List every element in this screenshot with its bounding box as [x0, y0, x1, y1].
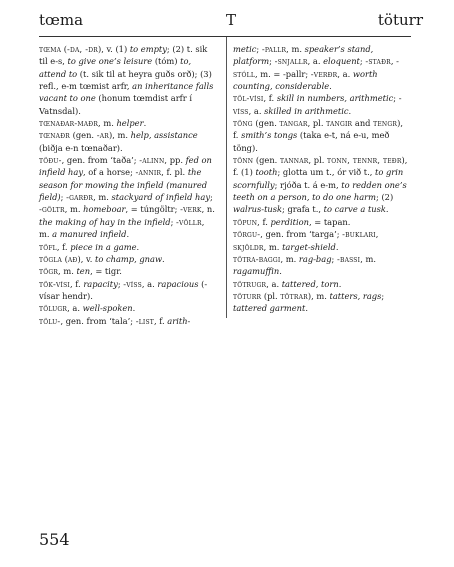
entry-text: (taka e-t, ná e-u, með töng).	[233, 130, 390, 153]
definition-gloss: helper	[116, 118, 144, 129]
headword: tötra-baggi	[233, 253, 281, 264]
definition-gloss: target-shield	[282, 241, 336, 252]
headword: töpun	[233, 216, 258, 227]
headword: -göltr	[39, 204, 65, 215]
headword: -stóll	[233, 56, 400, 79]
definition-gloss: eloquent	[323, 56, 360, 67]
right-column	[233, 43, 411, 315]
definition-gloss: tattered, torn	[281, 278, 339, 289]
dictionary-entry	[39, 154, 217, 240]
definition-gloss: rapacious	[157, 278, 199, 289]
entry-text: , m.	[39, 216, 205, 240]
definition-gloss: the making of hay in the infield	[39, 216, 171, 227]
definition-gloss: smith’s tongs	[241, 130, 298, 141]
definition-gloss: tatters, rags	[329, 290, 382, 301]
entry-text: (gen.	[69, 130, 97, 141]
definition-gloss: metic	[233, 44, 257, 54]
headword: -víss	[123, 278, 142, 289]
entry-text: .	[136, 241, 140, 252]
entry-text: , f. pl.	[161, 167, 188, 178]
headword: tötrar	[280, 290, 308, 301]
entry-text: , m.	[64, 204, 84, 215]
dictionary-entry	[233, 154, 411, 216]
entry-text: (gen.	[252, 118, 280, 129]
headword: tönn	[233, 155, 254, 166]
headword: -annir	[135, 167, 162, 178]
entry-text: , a.	[141, 278, 158, 289]
entry-text: , gen. from ‘targa’;	[260, 229, 343, 240]
entry-text: ; rjóða t. á e-m,	[274, 179, 342, 190]
entry-text: , gen. from ‘taða’;	[61, 155, 140, 166]
entry-text: (-vísar hendr).	[39, 278, 208, 301]
definition-gloss: ragamuffin	[233, 266, 280, 277]
dictionary-entry	[233, 216, 411, 228]
entry-text: ;	[381, 290, 385, 301]
entry-text: .	[348, 105, 352, 116]
entry-text: , a.	[307, 56, 324, 67]
definition-gloss: a manured infield	[52, 229, 127, 240]
entry-text: (biðja e-n tœnaðar).	[39, 142, 123, 153]
entry-text: .	[305, 303, 309, 314]
entry-text: ;	[256, 44, 262, 54]
headword: tœnaðar-maðr	[39, 118, 99, 129]
dictionary-entry	[233, 228, 411, 253]
headword: tengr	[373, 118, 398, 129]
dictionary-entry	[39, 253, 217, 265]
entry-text: (pl.	[261, 290, 281, 301]
entry-text: , m.	[93, 192, 112, 203]
definition-gloss: perdition	[270, 216, 309, 227]
entry-text: ,	[375, 229, 379, 240]
entry-text: ;	[117, 278, 124, 289]
entry-text: , f.	[70, 278, 84, 289]
headword: -da, -dr	[66, 44, 98, 54]
dictionary-entry	[39, 129, 217, 154]
definition-gloss: to give one’s leisure	[67, 56, 153, 67]
entry-text: .	[132, 303, 136, 314]
headword: töng	[233, 118, 253, 129]
headword: tannar	[279, 155, 309, 166]
entry-text: .	[126, 229, 130, 240]
entry-text: ), f. (1)	[233, 155, 408, 178]
headword: tonn, tennr, teðr	[327, 155, 402, 166]
definition-gloss: rapacity	[83, 278, 118, 289]
left-column	[39, 43, 217, 327]
entry-text: ; (2)	[376, 192, 394, 203]
definition-gloss: stackyard of infield hay	[111, 192, 211, 203]
dictionary-entry	[233, 43, 411, 92]
entry-text: .	[338, 278, 342, 289]
entry-text: ), v. (1)	[97, 44, 130, 54]
entry-text: ;	[210, 192, 213, 203]
headword: töturr	[233, 290, 262, 301]
entry-text: , of a horse;	[83, 167, 136, 178]
entry-text: , a.	[266, 278, 282, 289]
entry-text: , pl.	[307, 118, 327, 129]
entry-text: , m.	[263, 241, 283, 252]
dictionary-entry	[233, 278, 411, 290]
entry-text: , f.	[263, 93, 277, 104]
entry-text: .	[162, 253, 165, 264]
dictionary-entry	[39, 302, 217, 314]
entry-text: , pl.	[308, 155, 328, 166]
entry-text: , a.	[248, 105, 265, 116]
entry-text: (t. sik til at heyra guðs orð); (3) refl., e-m tœmist arfr,	[39, 68, 212, 92]
dictionary-entry	[233, 290, 411, 315]
headword: að	[67, 253, 78, 264]
column-divider	[226, 37, 227, 318]
header-right-guideword: töturr	[377, 11, 423, 29]
headword: tangir	[326, 118, 353, 129]
headword: -buklari	[342, 229, 376, 240]
definition-gloss: skilled in arithmetic	[264, 105, 349, 116]
definition-gloss: to, attend to	[39, 56, 192, 79]
definition-gloss: ten	[76, 266, 91, 277]
headword: töl-vísi	[233, 93, 264, 104]
entry-text: ;	[331, 253, 337, 264]
entry-text: ; grafa t.,	[282, 204, 324, 215]
entry-text: , a.	[337, 68, 353, 79]
entry-text: (	[62, 253, 68, 264]
definition-gloss: piece in a game	[70, 241, 137, 252]
definition-gloss: to grin scornfully	[233, 167, 404, 190]
headword: tölugr	[39, 303, 68, 314]
definition-gloss: well-spoken	[82, 303, 133, 314]
entry-text: (honum tœmdist arfr í Vatnsdal).	[39, 93, 193, 116]
headword: tœnaðr	[39, 130, 70, 141]
definition-gloss: walrus-tusk	[233, 204, 283, 215]
headword: tögr	[39, 266, 59, 277]
entry-text: , m.	[280, 253, 299, 264]
entry-text: , n.	[201, 204, 215, 215]
definition-gloss: to empty	[129, 44, 167, 54]
headword: skjöldr	[233, 241, 264, 252]
headword: tangar	[279, 118, 308, 129]
headword: -pallr	[261, 44, 287, 54]
entry-text: , m.	[58, 266, 77, 277]
dictionary-entry	[39, 117, 217, 129]
headword: -verk	[180, 204, 202, 215]
definition-gloss: to carve a tusk	[323, 204, 386, 215]
header-rule	[39, 36, 411, 37]
entry-text: ;	[269, 56, 275, 67]
definition-gloss: tooth	[255, 167, 278, 178]
page-number: 554	[39, 530, 70, 549]
entry-text: (tóm)	[152, 56, 181, 67]
headword: töfl	[39, 241, 57, 252]
definition-gloss: arith-	[167, 315, 191, 326]
entry-text: (	[61, 44, 67, 54]
headword: tögla	[39, 253, 63, 264]
headword: -garðr	[66, 192, 94, 203]
entry-text: ), m.	[307, 290, 330, 301]
entry-text: , a.	[67, 303, 83, 314]
headword: -staðr	[365, 56, 391, 67]
headword: tötrugr	[233, 278, 267, 289]
headword: -ar	[96, 130, 109, 141]
definition-gloss: speaker’s stand, platform	[233, 44, 374, 67]
headword: -víss	[233, 93, 402, 116]
definition-gloss: the season for mowing the infield (manured field)	[39, 167, 208, 203]
headword: -völlr	[176, 216, 202, 227]
definition-gloss: help, assistance	[130, 130, 198, 141]
entry-text: , = túngöltr;	[125, 204, 181, 215]
definition-gloss: fed on infield hay	[39, 155, 212, 178]
entry-text: ;	[60, 192, 67, 203]
entry-text: , f.	[257, 216, 271, 227]
headword: tök-vísi	[39, 278, 70, 289]
definition-gloss: homeboar	[83, 204, 126, 215]
dictionary-entry	[39, 278, 217, 303]
headword: -alinn	[139, 155, 165, 166]
header-center-letter: T	[225, 11, 236, 29]
dictionary-entry	[233, 253, 411, 278]
entry-text: ), m.	[108, 130, 131, 141]
dictionary-entry	[39, 315, 217, 327]
entry-text: (gen.	[253, 155, 280, 166]
headword: törgu-	[233, 229, 261, 240]
entry-text: , m.	[98, 118, 117, 129]
headword: -bassi	[336, 253, 361, 264]
entry-text: ;	[393, 93, 399, 104]
entry-text: , m.	[360, 253, 376, 264]
entry-text: .	[279, 266, 282, 277]
entry-text: and	[352, 118, 374, 129]
definition-gloss: an inheritance falls vacant to one	[39, 81, 214, 104]
running-header	[39, 11, 423, 31]
entry-text: , = tapan.	[308, 216, 351, 227]
entry-text: ; glotta um t., ór við t.,	[277, 167, 376, 178]
definition-gloss: worth counting, considerable	[233, 68, 378, 92]
entry-text: , gen. from ‘tala’;	[60, 315, 136, 326]
definition-gloss: to redden one’s teeth on a person, to do one harm	[233, 179, 407, 203]
dictionary-entry	[39, 43, 217, 117]
dictionary-entry	[39, 241, 217, 253]
entry-text: .	[335, 241, 339, 252]
dictionary-entry	[233, 117, 411, 154]
header-left-guideword: tœma	[39, 11, 84, 29]
headword: -list	[135, 315, 154, 326]
entry-text: , f.	[56, 241, 71, 252]
dictionary-entry	[233, 92, 411, 117]
headword: -snjallr	[274, 56, 308, 67]
definition-gloss: tattered garment	[233, 303, 306, 314]
definition-gloss: to champ, gnaw	[94, 253, 163, 264]
headword: -verðr	[310, 68, 338, 79]
entry-text: .	[329, 81, 332, 92]
headword: töðu-	[39, 155, 62, 166]
entry-text: , = tigr.	[90, 266, 122, 277]
entry-text: ,	[390, 56, 397, 67]
entry-text: ), v.	[77, 253, 95, 264]
definition-gloss: rag-bag	[298, 253, 332, 264]
entry-text: , m.	[286, 44, 305, 54]
entry-text: .	[385, 204, 389, 215]
headword: tölu-	[39, 315, 61, 326]
entry-text: ; (2) t. sik til e-s,	[39, 44, 208, 67]
entry-text: ), f.	[233, 118, 403, 141]
entry-text: ;	[359, 56, 366, 67]
definition-gloss: skill in numbers, arithmetic	[276, 93, 394, 104]
entry-text: , pp.	[164, 155, 186, 166]
entry-text: , m. = -pallr;	[255, 68, 311, 79]
entry-text: .	[143, 118, 147, 129]
headword: tœma	[39, 44, 62, 54]
entry-text: ;	[170, 216, 177, 227]
dictionary-entry	[39, 265, 217, 277]
entry-text: , f.	[153, 315, 168, 326]
